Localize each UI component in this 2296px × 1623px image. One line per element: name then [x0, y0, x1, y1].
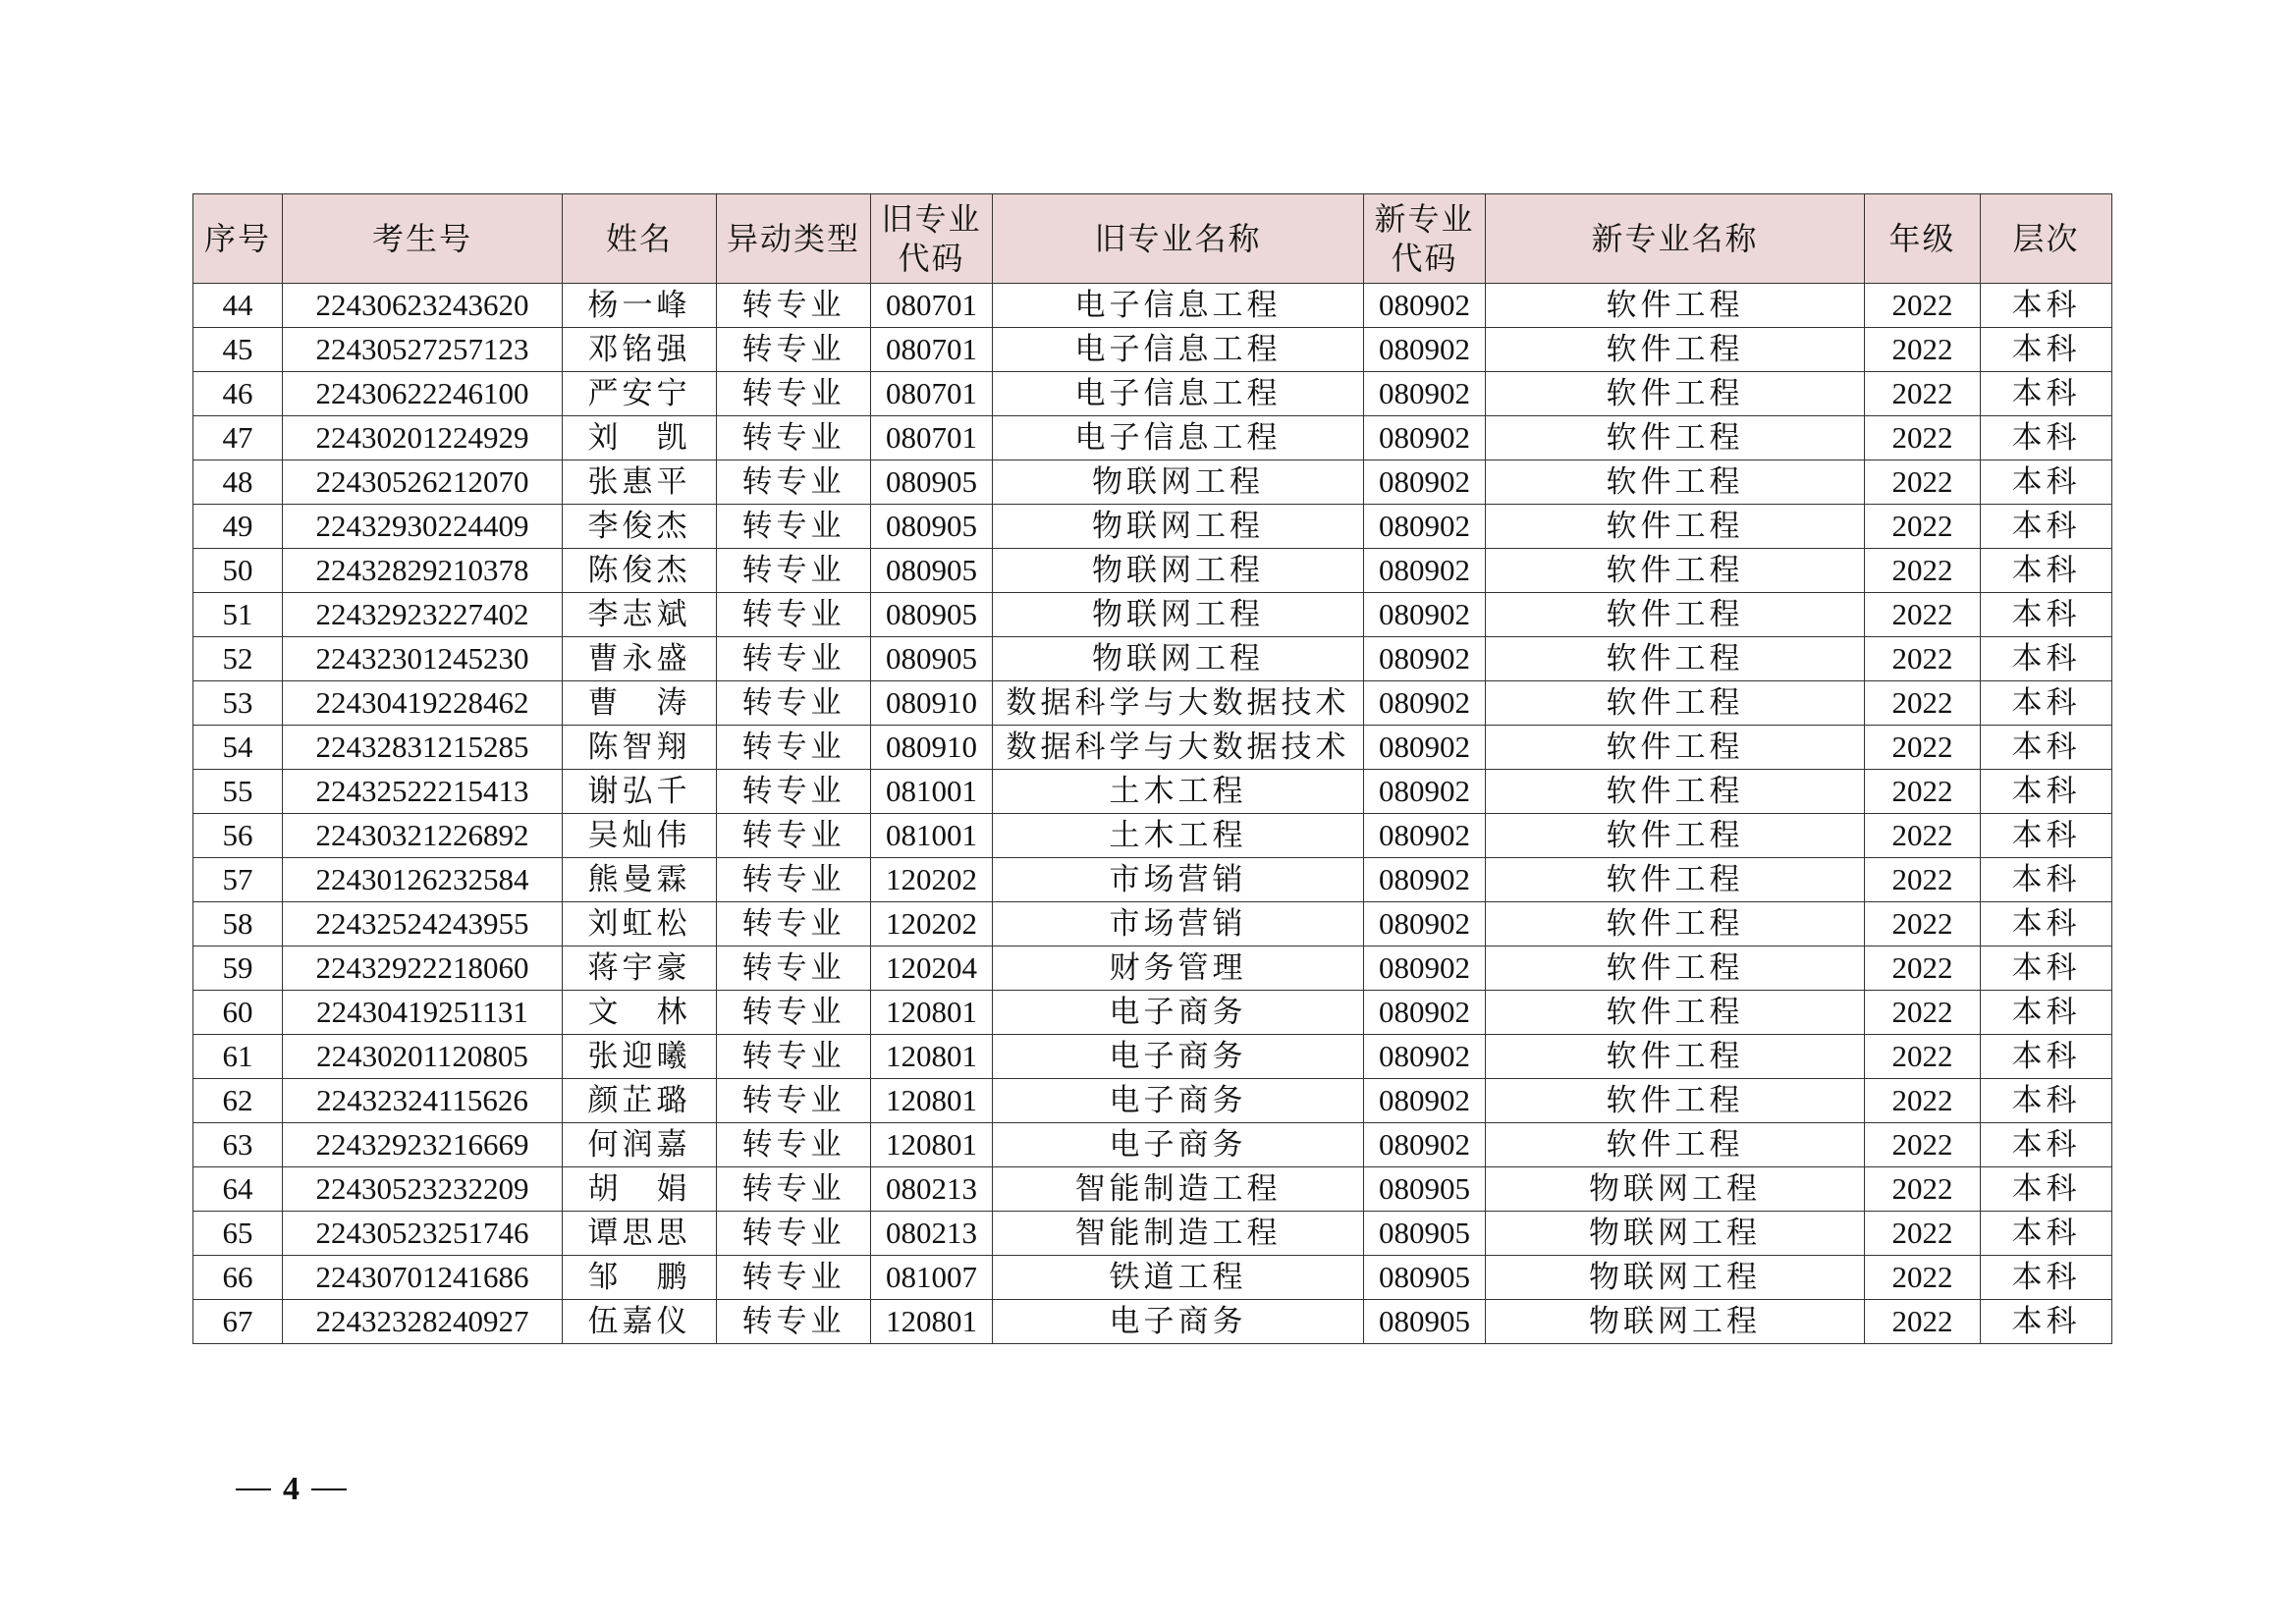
cell-level: 本科 — [1981, 549, 2112, 593]
cell-level: 本科 — [1981, 1300, 2112, 1344]
cell-exam-no: 22432328240927 — [283, 1300, 563, 1344]
table-header — [193, 194, 2112, 284]
cell-new-major: 软件工程 — [1486, 372, 1865, 416]
cell-grade: 2022 — [1865, 637, 1981, 681]
table-row — [193, 1035, 2112, 1079]
cell-grade: 2022 — [1865, 858, 1981, 902]
table-row — [193, 814, 2112, 858]
cell-new-major: 软件工程 — [1486, 726, 1865, 770]
cell-seq: 53 — [193, 681, 283, 726]
cell-new-major: 软件工程 — [1486, 858, 1865, 902]
table-row — [193, 593, 2112, 637]
cell-old-major: 物联网工程 — [993, 549, 1364, 593]
cell-seq: 48 — [193, 460, 283, 505]
cell-change-type: 转专业 — [717, 1123, 871, 1167]
header-new-code-line1: 新专业 — [1374, 200, 1475, 238]
cell-new-major: 软件工程 — [1486, 505, 1865, 549]
cell-old-major: 物联网工程 — [993, 637, 1364, 681]
cell-exam-no: 22430321226892 — [283, 814, 563, 858]
cell-seq: 57 — [193, 858, 283, 902]
cell-old-major: 市场营销 — [993, 902, 1364, 947]
cell-seq: 60 — [193, 991, 283, 1035]
cell-new-code: 080905 — [1364, 1167, 1486, 1212]
cell-seq: 50 — [193, 549, 283, 593]
table-row — [193, 1079, 2112, 1123]
header-old-code-line2: 代码 — [898, 240, 965, 277]
cell-new-code: 080902 — [1364, 460, 1486, 505]
cell-level: 本科 — [1981, 770, 2112, 814]
cell-old-major: 电子商务 — [993, 1035, 1364, 1079]
cell-name: 吴灿伟 — [563, 814, 717, 858]
cell-exam-no: 22430201120805 — [283, 1035, 563, 1079]
cell-exam-no: 22430623243620 — [283, 284, 563, 328]
cell-change-type: 转专业 — [717, 858, 871, 902]
header-old-code-line1: 旧专业 — [881, 200, 982, 238]
cell-grade: 2022 — [1865, 681, 1981, 726]
header-row — [193, 194, 2112, 284]
cell-grade: 2022 — [1865, 1079, 1981, 1123]
cell-new-code: 080902 — [1364, 416, 1486, 460]
cell-change-type: 转专业 — [717, 1035, 871, 1079]
cell-old-code: 080701 — [871, 328, 993, 372]
cell-name: 邓铭强 — [563, 328, 717, 372]
cell-name: 张迎曦 — [563, 1035, 717, 1079]
cell-old-code: 080701 — [871, 284, 993, 328]
cell-old-code: 120801 — [871, 1300, 993, 1344]
cell-old-code: 080910 — [871, 681, 993, 726]
cell-name: 蒋宇豪 — [563, 947, 717, 991]
cell-seq: 45 — [193, 328, 283, 372]
header-level: 层次 — [1981, 194, 2112, 284]
table-row — [193, 726, 2112, 770]
cell-name: 刘 凯 — [563, 416, 717, 460]
cell-level: 本科 — [1981, 328, 2112, 372]
cell-exam-no: 22430419251131 — [283, 991, 563, 1035]
cell-exam-no: 22432930224409 — [283, 505, 563, 549]
cell-grade: 2022 — [1865, 1035, 1981, 1079]
cell-change-type: 转专业 — [717, 1256, 871, 1300]
cell-exam-no: 22430701241686 — [283, 1256, 563, 1300]
cell-new-code: 080902 — [1364, 947, 1486, 991]
cell-name: 谭思思 — [563, 1212, 717, 1256]
cell-new-major: 物联网工程 — [1486, 1167, 1865, 1212]
cell-level: 本科 — [1981, 726, 2112, 770]
cell-grade: 2022 — [1865, 416, 1981, 460]
cell-exam-no: 22432923227402 — [283, 593, 563, 637]
table-row — [193, 947, 2112, 991]
cell-old-major: 电子商务 — [993, 991, 1364, 1035]
cell-old-major: 铁道工程 — [993, 1256, 1364, 1300]
cell-name: 张惠平 — [563, 460, 717, 505]
cell-new-major: 软件工程 — [1486, 681, 1865, 726]
cell-new-code: 080902 — [1364, 1079, 1486, 1123]
cell-change-type: 转专业 — [717, 1212, 871, 1256]
table-row — [193, 681, 2112, 726]
cell-old-major: 智能制造工程 — [993, 1167, 1364, 1212]
cell-new-code: 080902 — [1364, 549, 1486, 593]
cell-change-type: 转专业 — [717, 637, 871, 681]
cell-new-major: 物联网工程 — [1486, 1300, 1865, 1344]
table-row — [193, 416, 2112, 460]
cell-new-major: 软件工程 — [1486, 637, 1865, 681]
cell-change-type: 转专业 — [717, 549, 871, 593]
table-row — [193, 858, 2112, 902]
cell-grade: 2022 — [1865, 505, 1981, 549]
table-row — [193, 1212, 2112, 1256]
cell-name: 陈智翔 — [563, 726, 717, 770]
cell-name: 杨一峰 — [563, 284, 717, 328]
cell-old-major: 电子商务 — [993, 1300, 1364, 1344]
cell-change-type: 转专业 — [717, 1300, 871, 1344]
cell-name: 李志斌 — [563, 593, 717, 637]
cell-seq: 54 — [193, 726, 283, 770]
cell-level: 本科 — [1981, 1167, 2112, 1212]
cell-old-code: 080905 — [871, 593, 993, 637]
cell-old-code: 080213 — [871, 1167, 993, 1212]
cell-level: 本科 — [1981, 372, 2112, 416]
cell-old-major: 数据科学与大数据技术 — [993, 726, 1364, 770]
cell-new-code: 080902 — [1364, 284, 1486, 328]
cell-new-major: 软件工程 — [1486, 902, 1865, 947]
cell-level: 本科 — [1981, 858, 2112, 902]
cell-level: 本科 — [1981, 1212, 2112, 1256]
cell-old-major: 财务管理 — [993, 947, 1364, 991]
cell-level: 本科 — [1981, 284, 2112, 328]
cell-old-code: 081001 — [871, 770, 993, 814]
cell-exam-no: 22432301245230 — [283, 637, 563, 681]
cell-new-major: 软件工程 — [1486, 991, 1865, 1035]
cell-seq: 56 — [193, 814, 283, 858]
cell-grade: 2022 — [1865, 328, 1981, 372]
cell-seq: 62 — [193, 1079, 283, 1123]
cell-old-code: 080701 — [871, 372, 993, 416]
table-row — [193, 1123, 2112, 1167]
cell-exam-no: 22432831215285 — [283, 726, 563, 770]
cell-seq: 46 — [193, 372, 283, 416]
cell-level: 本科 — [1981, 1035, 2112, 1079]
cell-level: 本科 — [1981, 814, 2112, 858]
cell-exam-no: 22430526212070 — [283, 460, 563, 505]
cell-level: 本科 — [1981, 902, 2112, 947]
cell-name: 胡 娟 — [563, 1167, 717, 1212]
cell-old-code: 080910 — [871, 726, 993, 770]
cell-new-code: 080902 — [1364, 681, 1486, 726]
page-number-dash-right — [311, 1488, 347, 1490]
cell-old-major: 数据科学与大数据技术 — [993, 681, 1364, 726]
header-new-major: 新专业名称 — [1486, 194, 1865, 284]
header-new-code-line2: 代码 — [1391, 240, 1458, 277]
header-exam-no: 考生号 — [283, 194, 563, 284]
cell-new-major: 软件工程 — [1486, 814, 1865, 858]
page-number — [236, 1471, 363, 1508]
cell-seq: 65 — [193, 1212, 283, 1256]
cell-new-code: 080902 — [1364, 770, 1486, 814]
cell-seq: 49 — [193, 505, 283, 549]
cell-exam-no: 22430419228462 — [283, 681, 563, 726]
cell-grade: 2022 — [1865, 902, 1981, 947]
cell-old-major: 电子信息工程 — [993, 372, 1364, 416]
cell-new-code: 080902 — [1364, 328, 1486, 372]
cell-grade: 2022 — [1865, 991, 1981, 1035]
cell-change-type: 转专业 — [717, 505, 871, 549]
cell-new-major: 软件工程 — [1486, 549, 1865, 593]
cell-old-code: 081001 — [871, 814, 993, 858]
header-change-type: 异动类型 — [717, 194, 871, 284]
cell-exam-no: 22432324115626 — [283, 1079, 563, 1123]
cell-grade: 2022 — [1865, 1167, 1981, 1212]
cell-new-code: 080902 — [1364, 505, 1486, 549]
cell-exam-no: 22432923216669 — [283, 1123, 563, 1167]
cell-name: 严安宁 — [563, 372, 717, 416]
header-old-code — [871, 194, 993, 284]
header-new-code — [1364, 194, 1486, 284]
cell-new-code: 080905 — [1364, 1300, 1486, 1344]
cell-change-type: 转专业 — [717, 1167, 871, 1212]
cell-new-major: 软件工程 — [1486, 947, 1865, 991]
table-row — [193, 1256, 2112, 1300]
cell-grade: 2022 — [1865, 1256, 1981, 1300]
cell-seq: 58 — [193, 902, 283, 947]
cell-seq: 67 — [193, 1300, 283, 1344]
cell-new-code: 080902 — [1364, 637, 1486, 681]
cell-name: 何润嘉 — [563, 1123, 717, 1167]
cell-old-major: 物联网工程 — [993, 505, 1364, 549]
table-row — [193, 1300, 2112, 1344]
cell-name: 颜芷璐 — [563, 1079, 717, 1123]
cell-name: 谢弘千 — [563, 770, 717, 814]
cell-level: 本科 — [1981, 416, 2112, 460]
cell-grade: 2022 — [1865, 284, 1981, 328]
cell-grade: 2022 — [1865, 1300, 1981, 1344]
cell-seq: 66 — [193, 1256, 283, 1300]
cell-seq: 63 — [193, 1123, 283, 1167]
cell-new-major: 软件工程 — [1486, 460, 1865, 505]
cell-new-code: 080902 — [1364, 372, 1486, 416]
cell-seq: 47 — [193, 416, 283, 460]
cell-new-major: 软件工程 — [1486, 1079, 1865, 1123]
cell-change-type: 转专业 — [717, 770, 871, 814]
cell-new-major: 软件工程 — [1486, 284, 1865, 328]
cell-exam-no: 22432922218060 — [283, 947, 563, 991]
cell-seq: 51 — [193, 593, 283, 637]
cell-change-type: 转专业 — [717, 416, 871, 460]
cell-new-code: 080905 — [1364, 1256, 1486, 1300]
cell-old-code: 120202 — [871, 902, 993, 947]
cell-level: 本科 — [1981, 1256, 2112, 1300]
cell-name: 刘虹松 — [563, 902, 717, 947]
cell-change-type: 转专业 — [717, 991, 871, 1035]
cell-old-code: 080905 — [871, 549, 993, 593]
cell-change-type: 转专业 — [717, 902, 871, 947]
cell-old-code: 080905 — [871, 637, 993, 681]
cell-new-major: 物联网工程 — [1486, 1256, 1865, 1300]
cell-new-major: 软件工程 — [1486, 328, 1865, 372]
cell-exam-no: 22432524243955 — [283, 902, 563, 947]
cell-old-code: 120801 — [871, 991, 993, 1035]
cell-exam-no: 22430523251746 — [283, 1212, 563, 1256]
cell-old-major: 电子信息工程 — [993, 284, 1364, 328]
cell-old-code: 081007 — [871, 1256, 993, 1300]
cell-level: 本科 — [1981, 593, 2112, 637]
cell-old-code: 080701 — [871, 416, 993, 460]
cell-grade: 2022 — [1865, 947, 1981, 991]
page-number-value: 4 — [283, 1471, 300, 1507]
cell-seq: 44 — [193, 284, 283, 328]
cell-exam-no: 22430527257123 — [283, 328, 563, 372]
table-row — [193, 1167, 2112, 1212]
cell-new-code: 080902 — [1364, 991, 1486, 1035]
cell-old-major: 电子信息工程 — [993, 328, 1364, 372]
cell-name: 文 林 — [563, 991, 717, 1035]
cell-new-code: 080902 — [1364, 814, 1486, 858]
cell-name: 陈俊杰 — [563, 549, 717, 593]
table-row — [193, 902, 2112, 947]
cell-change-type: 转专业 — [717, 681, 871, 726]
cell-change-type: 转专业 — [717, 1079, 871, 1123]
cell-change-type: 转专业 — [717, 284, 871, 328]
cell-exam-no: 22430523232209 — [283, 1167, 563, 1212]
cell-new-code: 080905 — [1364, 1212, 1486, 1256]
table-row — [193, 328, 2112, 372]
cell-old-major: 智能制造工程 — [993, 1212, 1364, 1256]
cell-new-code: 080902 — [1364, 1035, 1486, 1079]
cell-new-code: 080902 — [1364, 726, 1486, 770]
cell-seq: 61 — [193, 1035, 283, 1079]
table-row — [193, 770, 2112, 814]
cell-new-major: 软件工程 — [1486, 770, 1865, 814]
cell-old-code: 080905 — [871, 460, 993, 505]
cell-seq: 64 — [193, 1167, 283, 1212]
cell-exam-no: 22432829210378 — [283, 549, 563, 593]
cell-old-major: 物联网工程 — [993, 460, 1364, 505]
cell-old-code: 120801 — [871, 1123, 993, 1167]
cell-new-code: 080902 — [1364, 1123, 1486, 1167]
cell-new-code: 080902 — [1364, 902, 1486, 947]
cell-new-major: 物联网工程 — [1486, 1212, 1865, 1256]
page-number-dash-left — [236, 1488, 271, 1490]
table-row — [193, 991, 2112, 1035]
cell-name: 曹永盛 — [563, 637, 717, 681]
table-row — [193, 549, 2112, 593]
cell-exam-no: 22430126232584 — [283, 858, 563, 902]
cell-level: 本科 — [1981, 637, 2112, 681]
cell-old-code: 080905 — [871, 505, 993, 549]
cell-grade: 2022 — [1865, 726, 1981, 770]
cell-name: 熊曼霖 — [563, 858, 717, 902]
table-body — [193, 284, 2112, 1344]
cell-change-type: 转专业 — [717, 460, 871, 505]
cell-grade: 2022 — [1865, 1123, 1981, 1167]
major-change-table — [192, 193, 2112, 1344]
cell-old-major: 电子信息工程 — [993, 416, 1364, 460]
cell-old-major: 市场营销 — [993, 858, 1364, 902]
cell-old-code: 080213 — [871, 1212, 993, 1256]
table-row — [193, 284, 2112, 328]
cell-new-major: 软件工程 — [1486, 1123, 1865, 1167]
table-row — [193, 460, 2112, 505]
cell-level: 本科 — [1981, 1123, 2112, 1167]
cell-old-code: 120801 — [871, 1079, 993, 1123]
cell-change-type: 转专业 — [717, 593, 871, 637]
cell-name: 邹 鹏 — [563, 1256, 717, 1300]
cell-change-type: 转专业 — [717, 328, 871, 372]
cell-change-type: 转专业 — [717, 372, 871, 416]
cell-name: 李俊杰 — [563, 505, 717, 549]
header-grade: 年级 — [1865, 194, 1981, 284]
cell-level: 本科 — [1981, 505, 2112, 549]
cell-new-code: 080902 — [1364, 593, 1486, 637]
cell-level: 本科 — [1981, 460, 2112, 505]
cell-exam-no: 22430201224929 — [283, 416, 563, 460]
cell-grade: 2022 — [1865, 770, 1981, 814]
cell-level: 本科 — [1981, 947, 2112, 991]
cell-new-code: 080902 — [1364, 858, 1486, 902]
cell-new-major: 软件工程 — [1486, 1035, 1865, 1079]
cell-grade: 2022 — [1865, 814, 1981, 858]
cell-grade: 2022 — [1865, 1212, 1981, 1256]
cell-seq: 52 — [193, 637, 283, 681]
cell-old-major: 电子商务 — [993, 1123, 1364, 1167]
cell-new-major: 软件工程 — [1486, 593, 1865, 637]
cell-old-code: 120801 — [871, 1035, 993, 1079]
cell-grade: 2022 — [1865, 372, 1981, 416]
cell-exam-no: 22432522215413 — [283, 770, 563, 814]
cell-new-major: 软件工程 — [1486, 416, 1865, 460]
table-row — [193, 505, 2112, 549]
cell-exam-no: 22430622246100 — [283, 372, 563, 416]
cell-seq: 55 — [193, 770, 283, 814]
cell-old-code: 120202 — [871, 858, 993, 902]
cell-change-type: 转专业 — [717, 726, 871, 770]
cell-level: 本科 — [1981, 681, 2112, 726]
cell-change-type: 转专业 — [717, 814, 871, 858]
cell-level: 本科 — [1981, 991, 2112, 1035]
table-row — [193, 372, 2112, 416]
cell-grade: 2022 — [1865, 549, 1981, 593]
header-old-major: 旧专业名称 — [993, 194, 1364, 284]
cell-old-major: 物联网工程 — [993, 593, 1364, 637]
cell-old-major: 电子商务 — [993, 1079, 1364, 1123]
cell-grade: 2022 — [1865, 593, 1981, 637]
cell-seq: 59 — [193, 947, 283, 991]
cell-grade: 2022 — [1865, 460, 1981, 505]
cell-name: 曹 涛 — [563, 681, 717, 726]
table-row — [193, 637, 2112, 681]
cell-name: 伍嘉仪 — [563, 1300, 717, 1344]
header-seq: 序号 — [193, 194, 283, 284]
cell-old-code: 120204 — [871, 947, 993, 991]
header-name: 姓名 — [563, 194, 717, 284]
cell-change-type: 转专业 — [717, 947, 871, 991]
cell-level: 本科 — [1981, 1079, 2112, 1123]
cell-old-major: 土木工程 — [993, 770, 1364, 814]
cell-old-major: 土木工程 — [993, 814, 1364, 858]
